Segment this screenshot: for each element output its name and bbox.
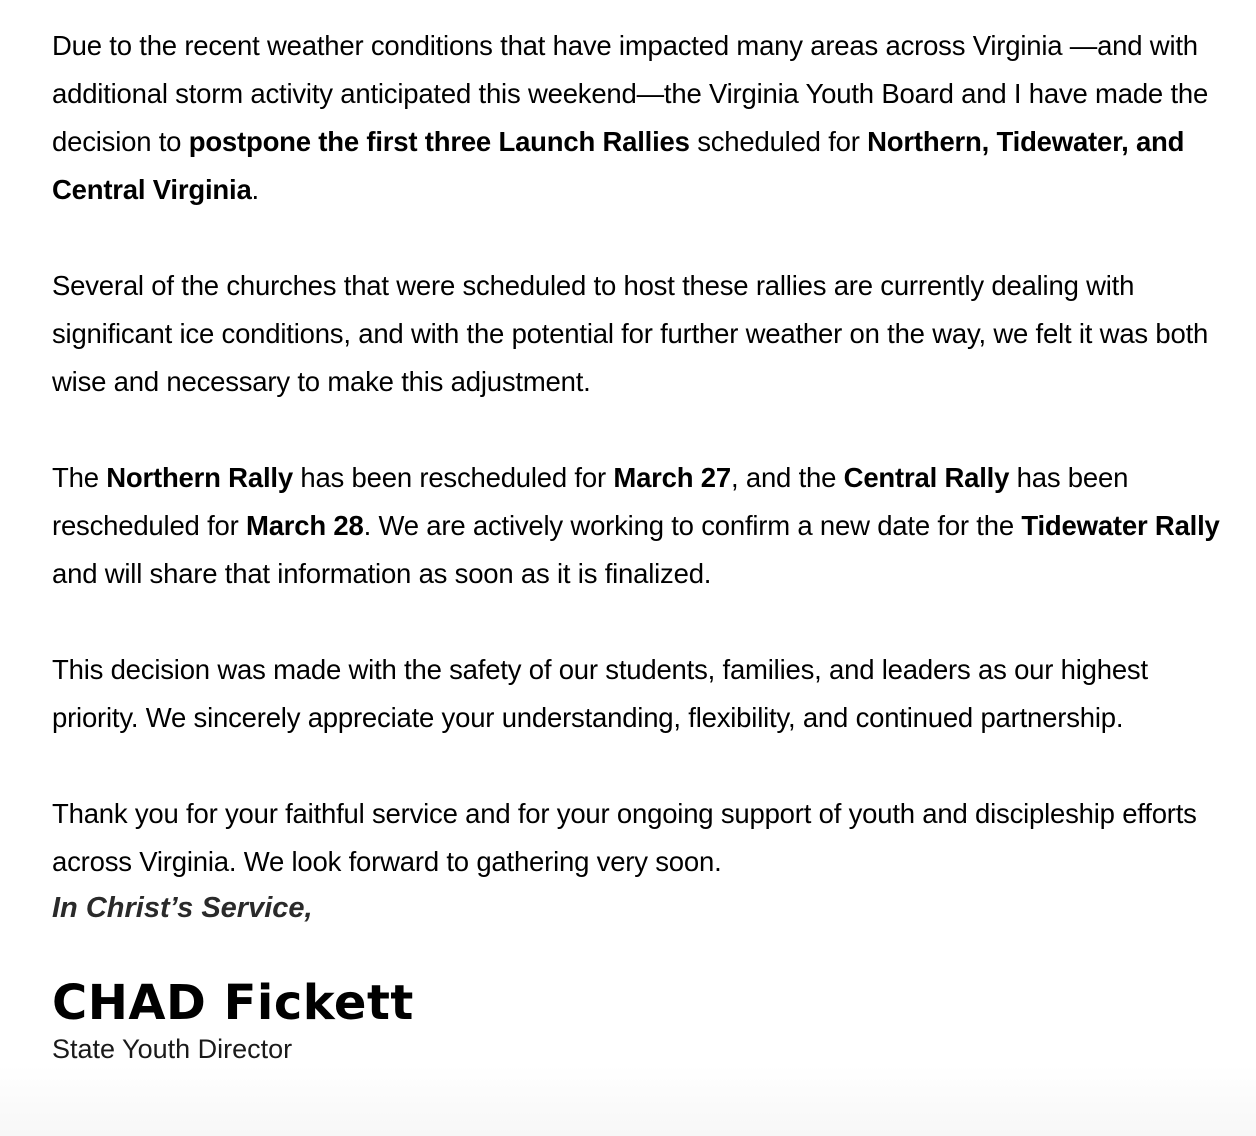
text-segment: has been rescheduled for [52,462,1129,541]
paragraph-3 [52,454,1232,598]
bold-text: Northern, Tidewater, and Central Virginia [52,126,1185,205]
signature-title: State Youth Director [52,1034,293,1064]
letter-body [52,22,1232,1065]
bold-text: Tidewater Rally [1021,510,1220,541]
bottom-fade-overlay [0,1066,1256,1136]
text-segment: scheduled for [689,126,868,157]
bold-text: Northern Rally [106,462,293,493]
paragraph-5 [52,790,1232,886]
text-segment: . [251,174,259,205]
paragraph-2 [52,262,1232,406]
closing-salutation: In Christ’s Service, [52,892,313,924]
paragraph-1 [52,22,1232,214]
text-segment: Thank you for your faithful service and for your ongoing support of youth and discipleship efforts across Virginia. We look forward to gathering very soon. [52,798,1197,877]
text-segment: and will share that information as soon as it is finalized. [52,558,712,589]
text-segment: . We are actively working to confirm a new date for the [363,510,1022,541]
text-segment: , and the [730,462,844,493]
text-segment: This decision was made with the safety of our students, families, and leaders as our highest priority. We sincerely appreciate your understanding, flexibility, and continued partnership. [52,654,1148,733]
bold-text: postpone the first three Launch Rallies [188,126,690,157]
paragraph-4 [52,646,1232,742]
letter-paragraphs [52,22,1232,886]
text-segment: Due to the recent weather conditions that have impacted many areas across Virginia —and with additional storm activity anticipated this weekend—the Virginia Youth Board and I have made the decision to [52,30,1209,157]
bold-text: March 28 [246,510,364,541]
bold-text: Central Rally [843,462,1010,493]
text-segment: has been rescheduled for [292,462,614,493]
bold-text: March 27 [613,462,731,493]
signature-name: CHAD Fickett [52,975,414,1031]
text-segment: The [52,462,107,493]
text-segment: Several of the churches that were scheduled to host these rallies are currently dealing with significant ice conditions, and with the potential for further weather on the way, we felt it was both wise and necessary to make this adjustment. [52,270,1209,397]
